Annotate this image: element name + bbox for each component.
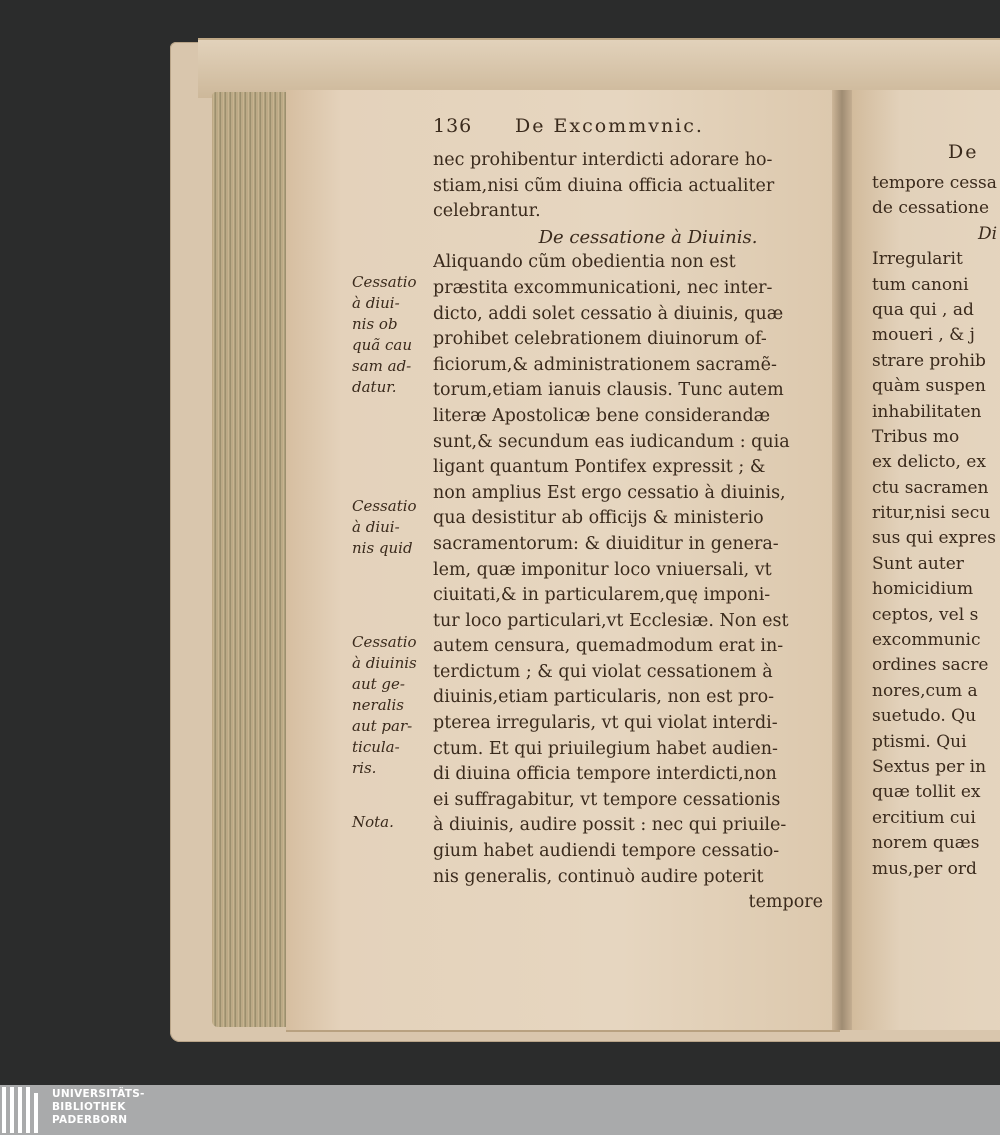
text-line: non amplius Est ergo cessatio à diuinis,: [433, 482, 786, 503]
text-line: celebrantur.: [433, 201, 541, 222]
margin-note-line: Nota.: [352, 813, 394, 831]
margin-note-3: [352, 632, 432, 779]
margin-note-line: quã cau: [352, 336, 412, 354]
margin-note-line: ris.: [352, 759, 377, 777]
text-line: ficiorum,& administrationem sacramẽ-: [433, 354, 777, 375]
text-line: de cessatione: [872, 198, 990, 219]
text-line: nis generalis, continuò audire poterit: [433, 866, 764, 887]
text-line: mus,per ord: [872, 858, 977, 879]
margin-note-1: [352, 272, 432, 398]
margin-note-line: datur.: [352, 378, 397, 396]
section-heading: Di: [978, 223, 998, 244]
text-line: quæ tollit ex: [872, 782, 981, 803]
text-line: tur loco particulari,vt Ecclesiæ. Non est: [433, 610, 789, 631]
text-line: diuinis,etiam particularis, non est pro-: [433, 687, 775, 708]
margin-note-line: aut ge-: [352, 675, 405, 693]
text-line: lem, quæ imponitur loco vniuersali, vt: [433, 559, 772, 580]
text-line: sus qui expres: [872, 528, 996, 549]
margin-note-line: Cessatio: [352, 273, 417, 291]
text-line: torum,etiam ianuis clausis. Tunc autem: [433, 380, 784, 401]
right-running-head: De: [948, 141, 979, 163]
text-line: sacramentorum: & diuiditur in genera-: [433, 533, 779, 554]
margin-note-4: [352, 812, 432, 833]
text-line: stiam,nisi cũm diuina officia actualiter: [433, 175, 775, 196]
text-line: Sunt auter: [872, 553, 964, 574]
text-line: gium habet audiendi tempore cessatio-: [433, 841, 780, 862]
text-line: ex delicto, ex: [872, 452, 986, 473]
text-line: nores,cum a: [872, 680, 978, 701]
library-name-line: BIBLIOTHEK: [52, 1101, 126, 1113]
margin-note-line: aut par-: [352, 717, 413, 735]
text-line: dicto, addi solet cessatio à diuinis, quæ: [433, 303, 784, 324]
text-line: suetudo. Qu: [872, 706, 977, 727]
margin-note-line: à diuinis: [352, 654, 417, 672]
text-line: præstita excommunicationi, nec inter-: [433, 277, 773, 298]
text-line: autem censura, quemadmodum erat in-: [433, 636, 784, 657]
library-name-line: PADERBORN: [52, 1114, 128, 1126]
margin-note-line: nis quid: [352, 539, 413, 557]
left-running-head: [433, 115, 823, 147]
text-line: ercitium cui: [872, 807, 976, 828]
section-heading: De cessatione à Diuinis.: [538, 226, 758, 248]
margin-note-line: Cessatio: [352, 497, 417, 515]
left-page-text: [433, 148, 823, 916]
text-line: qua qui , ad: [872, 299, 974, 320]
text-line: tum canoni: [872, 274, 969, 295]
text-line: nec prohibentur interdicti adorare ho-: [433, 150, 773, 170]
text-line: literæ Apostolicæ bene considerandæ: [433, 405, 771, 426]
text-line: strare prohib: [872, 350, 986, 371]
margin-note-line: à diui-: [352, 294, 400, 312]
text-line: ritur,nisi secu: [872, 503, 991, 524]
text-line: qua desistitur ab officijs & ministerio: [433, 508, 764, 529]
library-name-line: UNIVERSITÄTS-: [52, 1088, 145, 1100]
text-line: homicidium: [872, 579, 974, 600]
text-line: ctum. Et qui priuilegium habet audien-: [433, 738, 778, 759]
text-line: prohibet celebrationem diuinorum of-: [433, 329, 767, 350]
text-line: norem quæs: [872, 833, 980, 854]
text-line: Irregularit: [872, 249, 963, 270]
text-line: ordines sacre: [872, 655, 989, 676]
text-line: ctu sacramen: [872, 477, 989, 498]
page-number: 136: [433, 115, 473, 137]
text-line: ceptos, vel s: [872, 604, 979, 625]
margin-note-line: neralis: [352, 696, 404, 714]
text-line: à diuinis, audire possit : nec qui priuile-: [433, 815, 787, 836]
margin-note-2: [352, 496, 432, 559]
page-edges: [212, 92, 292, 1027]
text-line: Aliquando cũm obedientia non est: [433, 252, 736, 273]
library-logo-icon: [2, 1087, 46, 1133]
text-line: ptismi. Qui: [872, 731, 967, 752]
text-line: terdictum ; & qui violat cessationem à: [433, 661, 773, 682]
book-gutter: [832, 90, 854, 1030]
margin-note-line: ticula-: [352, 738, 400, 756]
book-top-edge: [198, 38, 1000, 98]
text-line: Sextus per in: [872, 756, 987, 777]
right-page-text: [872, 171, 1000, 882]
text-line: tempore cessa: [872, 173, 997, 193]
text-line: di diuina officia tempore interdicti,non: [433, 764, 777, 785]
text-line: sunt,& secundum eas iudicandum : quia: [433, 431, 790, 452]
margin-note-line: Cessatio: [352, 633, 417, 651]
library-footer: [0, 1085, 1000, 1135]
text-line: excommunic: [872, 630, 981, 651]
text-line: ciuitati,& in particularem,quę imponi-: [433, 585, 771, 606]
margin-note-line: sam ad-: [352, 357, 412, 375]
margin-note-line: à diui-: [352, 518, 400, 536]
catchword: tempore: [748, 892, 823, 913]
margin-note-line: nis ob: [352, 315, 398, 333]
text-line: ligant quantum Pontifex expressit ; &: [433, 457, 766, 478]
text-line: Tribus mo: [872, 426, 960, 447]
text-line: inhabilitaten: [872, 401, 982, 422]
text-line: moueri , & j: [872, 325, 975, 346]
text-line: quàm suspen: [872, 376, 986, 397]
text-line: pterea irregularis, vt qui violat interdi-: [433, 713, 778, 734]
library-name: [52, 1088, 145, 1127]
running-head-title: De Excommvnic.: [515, 115, 704, 137]
text-line: ei suffragabitur, vt tempore cessationis: [433, 789, 781, 810]
